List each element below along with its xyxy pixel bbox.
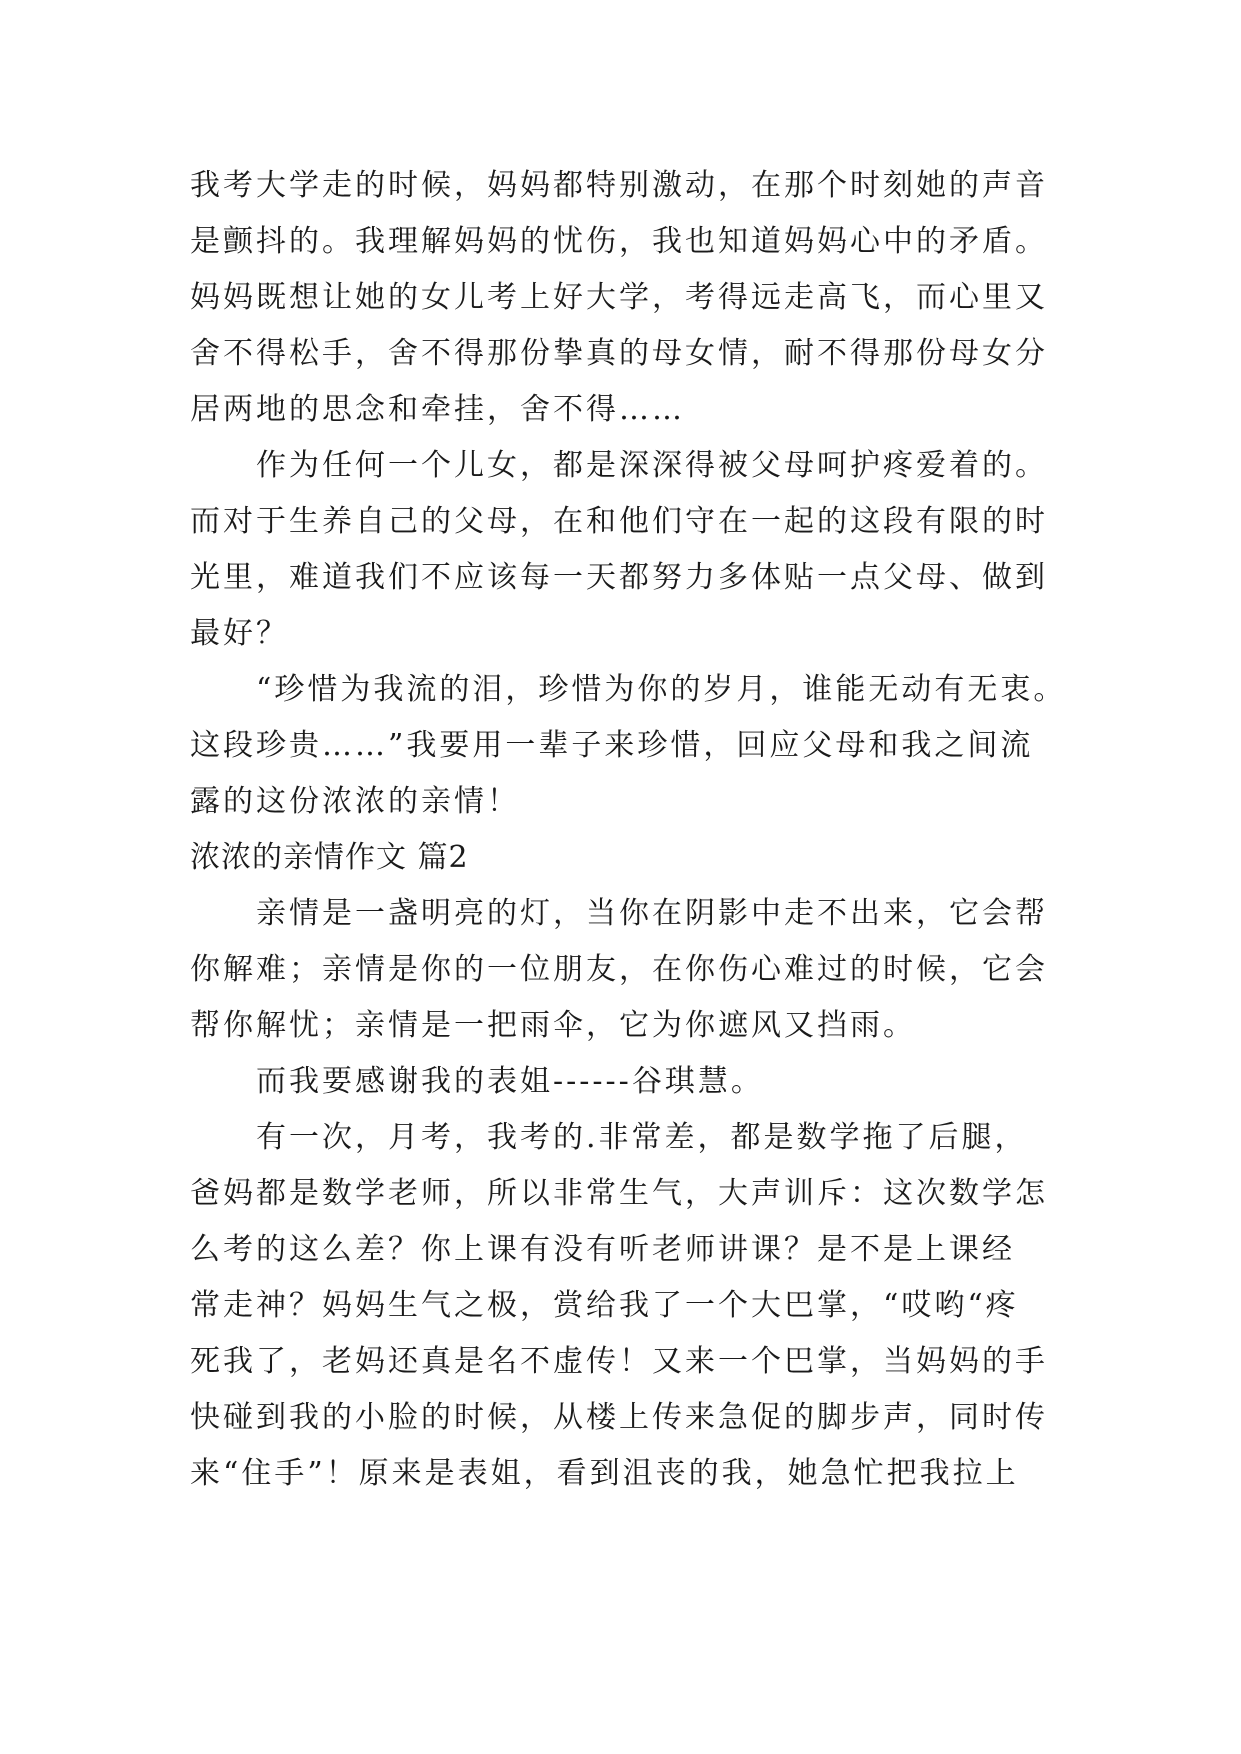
- paragraph: [190, 886, 1070, 1054]
- text-line: 死我了，老妈还真是名不虚传！又来一个巴掌，当妈妈的手: [190, 1344, 1048, 1379]
- text-line: 爸妈都是数学老师，所以非常生气，大声训斥：这次数学怎: [190, 1176, 1048, 1211]
- text-line: 光里，难道我们不应该每一天都努力多体贴一点父母、做到: [190, 560, 1048, 595]
- text-line: 来“住手”！原来是表姐，看到沮丧的我，她急忙把我拉上: [190, 1456, 1019, 1491]
- text-line: 我考大学走的时候，妈妈都特别激动，在那个时刻她的声音: [190, 168, 1048, 203]
- paragraph: [190, 158, 1070, 438]
- text-line: 作为任何一个儿女，都是深深得被父母呵护疼爱着的。: [256, 448, 1048, 483]
- text-line: 而对于生养自己的父母，在和他们守在一起的这段有限的时: [190, 504, 1048, 539]
- text-line: 是颤抖的。我理解妈妈的忧伤，我也知道妈妈心中的矛盾。: [190, 224, 1048, 259]
- paragraph: [190, 662, 1070, 830]
- text-line: 露的这份浓浓的亲情！: [190, 784, 520, 819]
- text-line: 这段珍贵……”我要用一辈子来珍惜，回应父母和我之间流: [190, 728, 1034, 763]
- section-heading: [190, 830, 1070, 886]
- text-line: “珍惜为我流的泪，珍惜为你的岁月，谁能无动有无衷。: [256, 672, 1067, 707]
- text-line: 么考的这么差？你上课有没有听老师讲课？是不是上课经: [190, 1232, 1015, 1267]
- document-body: [190, 158, 1070, 1502]
- section-heading-text: 浓浓的亲情作文 篇2: [190, 840, 469, 875]
- text-line: 快碰到我的小脸的时候，从楼上传来急促的脚步声，同时传: [190, 1400, 1048, 1435]
- paragraph: [190, 1054, 1070, 1110]
- text-line: 你解难；亲情是你的一位朋友，在你伤心难过的时候，它会: [190, 952, 1048, 987]
- text-line: 而我要感谢我的表姐------谷琪慧。: [256, 1064, 764, 1099]
- text-line: 有一次，月考，我考的.非常差，都是数学拖了后腿，: [256, 1120, 1028, 1155]
- paragraph: [190, 1110, 1070, 1502]
- text-line: 最好？: [190, 616, 289, 651]
- text-line: 妈妈既想让她的女儿考上好大学，考得远走高飞，而心里又: [190, 280, 1048, 315]
- text-line: 居两地的思念和牵挂，舍不得……: [190, 392, 685, 427]
- text-line: 帮你解忧；亲情是一把雨伞，它为你遮风又挡雨。: [190, 1008, 916, 1043]
- text-line: 常走神？妈妈生气之极，赏给我了一个大巴掌，“哎哟“疼: [190, 1288, 1019, 1323]
- paragraph: [190, 438, 1070, 662]
- text-line: 舍不得松手，舍不得那份挚真的母女情，耐不得那份母女分: [190, 336, 1048, 371]
- text-line: 亲情是一盏明亮的灯，当你在阴影中走不出来，它会帮: [256, 896, 1048, 931]
